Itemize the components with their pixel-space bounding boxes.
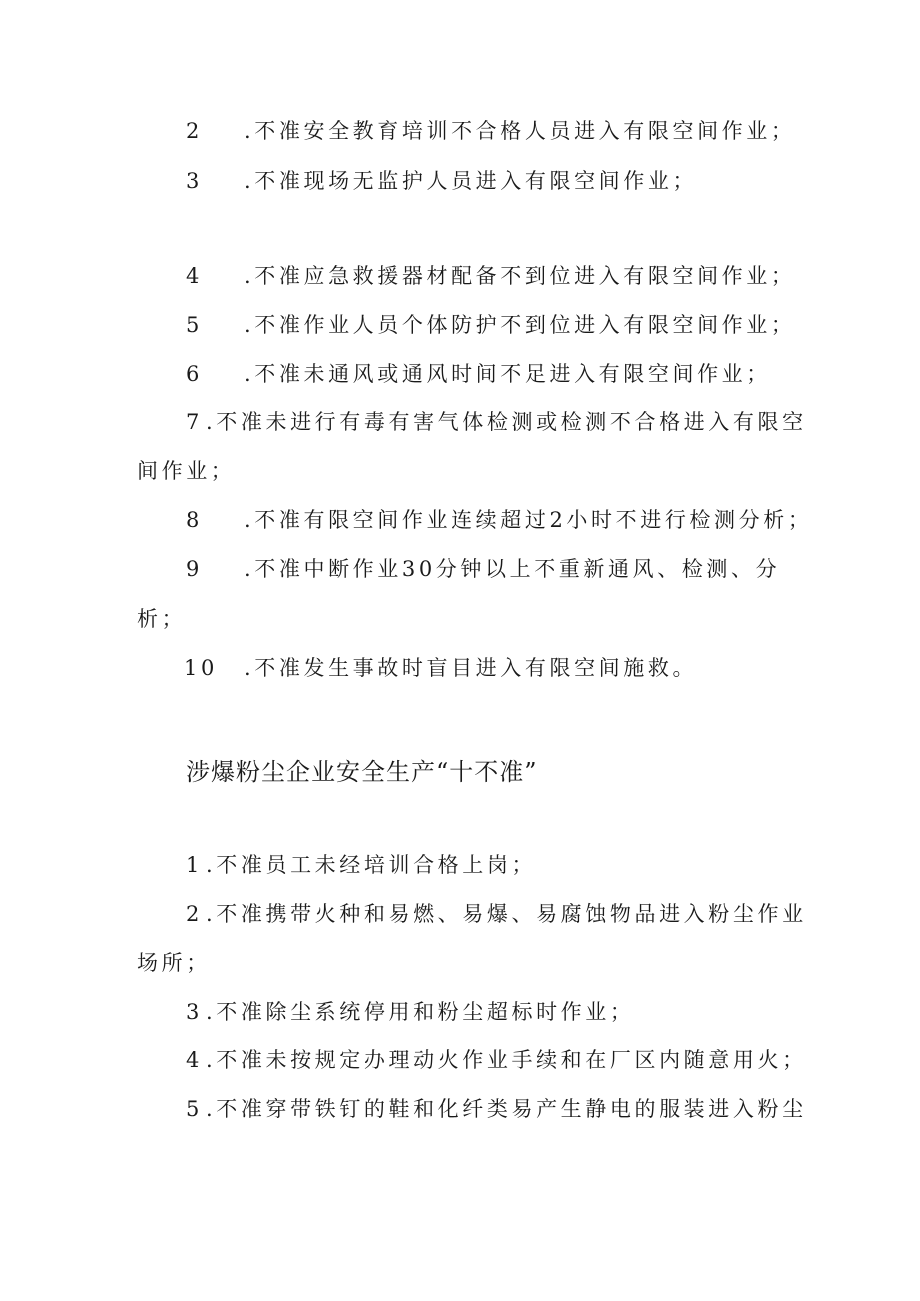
item-number: 10 — [184, 656, 218, 680]
item-text: .不准未进行有毒有害气体检测或检测不合格进入有限空 — [206, 410, 807, 434]
item-text: .不准中断作业30分钟以上不重新通风、检测、分 — [244, 557, 781, 581]
item-number: 9 — [186, 557, 203, 581]
item-number: 4 — [186, 264, 203, 288]
item-text: .不准现场无监护人员进入有限空间作业； — [244, 169, 698, 193]
item-text: .不准未按规定办理动火作业手续和在厂区内随意用火； — [206, 1048, 807, 1072]
item-number: 2 — [186, 119, 203, 143]
item-text: .不准安全教育培训不合格人员进入有限空间作业； — [244, 119, 796, 143]
list-item — [186, 311, 795, 339]
item-number: 4 — [186, 1048, 203, 1072]
item-continuation: 间作业； — [137, 459, 236, 483]
item-number: 3 — [186, 169, 203, 193]
list-item — [186, 360, 771, 388]
item-text: .不准员工未经培训合格上岗； — [206, 853, 537, 877]
item-number: 1 — [186, 853, 203, 877]
list-item — [186, 1046, 807, 1074]
item-number: 7 — [186, 410, 203, 434]
item-number: 8 — [186, 508, 203, 532]
item-continuation: 场所； — [137, 951, 211, 975]
item-text: .不准穿带铁钉的鞋和化纤类易产生静电的服装进入粉尘 — [206, 1097, 807, 1121]
section-title: 涉爆粉尘企业安全生产“十不准” — [186, 758, 538, 786]
item-continuation: 析； — [137, 607, 187, 631]
item-text: .不准携带火种和易燃、易爆、易腐蚀物品进入粉尘作业 — [206, 902, 807, 926]
item-text: .不准有限空间作业连续超过2小时不进行检测分析； — [244, 508, 813, 532]
list-item — [186, 408, 807, 436]
item-number: 2 — [186, 902, 203, 926]
item-text: .不准应急救援器材配备不到位进入有限空间作业； — [244, 264, 796, 288]
list-item — [186, 167, 697, 195]
list-item — [186, 506, 812, 534]
list-item — [186, 262, 795, 290]
list-item — [186, 900, 807, 928]
list-item — [186, 998, 634, 1026]
item-text: .不准发生事故时盲目进入有限空间施救。 — [244, 656, 698, 680]
list-item — [186, 1095, 807, 1123]
list-item — [186, 555, 780, 583]
item-text: .不准除尘系统停用和粉尘超标时作业； — [206, 1000, 635, 1024]
item-number: 5 — [186, 313, 203, 337]
item-text: .不准未通风或通风时间不足进入有限空间作业； — [244, 362, 771, 386]
list-item — [186, 851, 536, 879]
item-number: 3 — [186, 1000, 203, 1024]
list-item — [184, 654, 697, 682]
item-text: .不准作业人员个体防护不到位进入有限空间作业； — [244, 313, 796, 337]
list-item — [186, 117, 795, 145]
item-number: 5 — [186, 1097, 203, 1121]
item-number: 6 — [186, 362, 203, 386]
